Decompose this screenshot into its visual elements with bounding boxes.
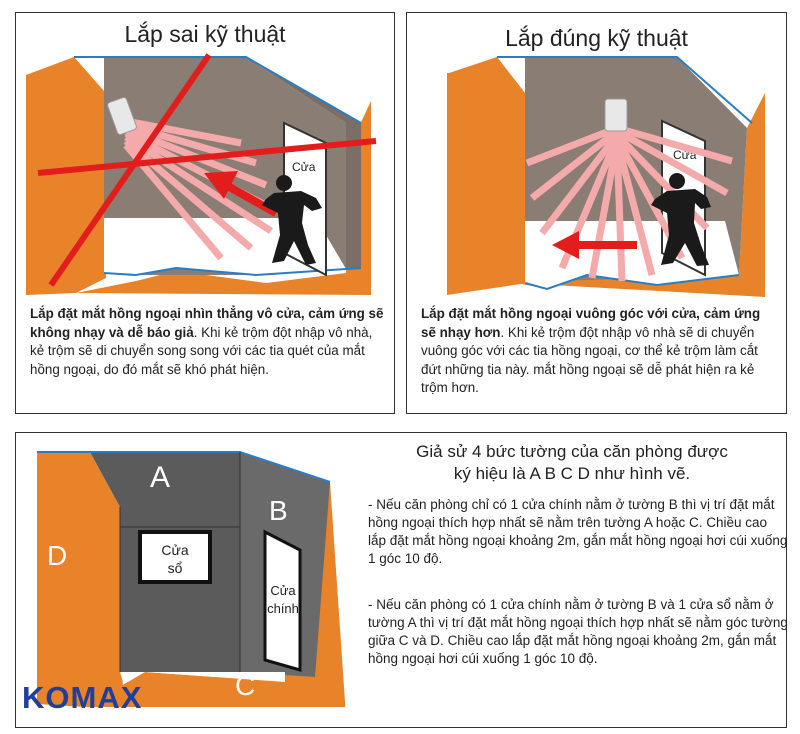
panel-title: Lắp sai kỹ thuật bbox=[124, 21, 286, 47]
door-label: Cửa bbox=[673, 148, 697, 162]
wrong-installation-illustration bbox=[16, 13, 393, 303]
room-intro bbox=[362, 441, 782, 485]
room-outer-wall bbox=[447, 57, 527, 295]
door-label: chính bbox=[267, 601, 299, 616]
correct-installation-illustration bbox=[407, 13, 785, 303]
panel-description bbox=[30, 305, 386, 379]
description-bold: Lắp đặt mắt hồng ngoại nhìn thẳng vô cửa, cảm ứng sẽ không nhạy và dễ báo giả bbox=[30, 306, 384, 340]
recommendation-1: - Nếu căn phòng chỉ có 1 cửa chính nằm ở tường B thì vị trí đặt mắt hồng ngoại thích hợp nhất sẽ nằm trên tường A hoặc C. Chiều cao lắp đặt mắt hồng ngoại khoảng 2m, gắn mắt hồng ngoại hơi cúi xuống 1 góc 10 độ. bbox=[368, 497, 788, 566]
description-text: . Khi kẻ trộm đột nhập vô nhà sẽ di chuyển vuông góc với các tia hồng ngoại, cơ thể kẻ trộm làm cắt đứt những tia này. mắt hồng ngoại sẽ dễ phát hiện ra kẻ trộm hơn. bbox=[421, 324, 758, 395]
panel-description bbox=[421, 305, 777, 398]
description-bold: Lắp đặt mắt hồng ngoại vuông góc với cửa, cảm ứng sẽ nhạy hơn bbox=[421, 306, 761, 340]
wall-d-label: D bbox=[47, 540, 68, 571]
room-layout-illustration bbox=[15, 432, 365, 722]
window-label: Cửa bbox=[161, 542, 189, 558]
wall-a-label: A bbox=[150, 461, 171, 494]
panel-title: Lắp đúng kỹ thuật bbox=[505, 25, 688, 51]
recommendation-2: - Nếu căn phòng có 1 cửa chính nằm ở tường B và 1 cửa sổ nằm ở tường A thì vị trí đặt mắt hồng ngoại thích hợp nhất sẽ nằm góc tường giữa C và D. Chiều cao lắp đặt mắt hồng ngoại khoảng 2m, gắn mắt hồng ngoại hơi cúi xuống 1 góc 10 độ. bbox=[368, 597, 788, 666]
wall-d bbox=[37, 452, 123, 707]
door-label: Cửa bbox=[270, 583, 296, 598]
description-text: . Khi kẻ trộm đột nhập vô nhà, kẻ trộm sẽ di chuyển song song với các tia quét của mắt hồng ngoại, do đó mắt sẽ khó phát hiện. bbox=[30, 324, 373, 377]
wall-c-label: C bbox=[235, 670, 256, 701]
panel-wrong-installation bbox=[15, 12, 395, 414]
intro-line: Giả sử 4 bức tường của căn phòng được bbox=[416, 442, 728, 461]
door-label: Cửa bbox=[292, 160, 316, 174]
panel-correct-installation bbox=[406, 12, 787, 414]
intro-line: ký hiệu là A B C D như hình vẽ. bbox=[453, 464, 691, 483]
wall-b-label: B bbox=[269, 495, 288, 526]
brand-logo: KOMAX bbox=[22, 680, 143, 715]
motion-sensor bbox=[605, 99, 627, 131]
window-label: sổ bbox=[167, 560, 183, 576]
